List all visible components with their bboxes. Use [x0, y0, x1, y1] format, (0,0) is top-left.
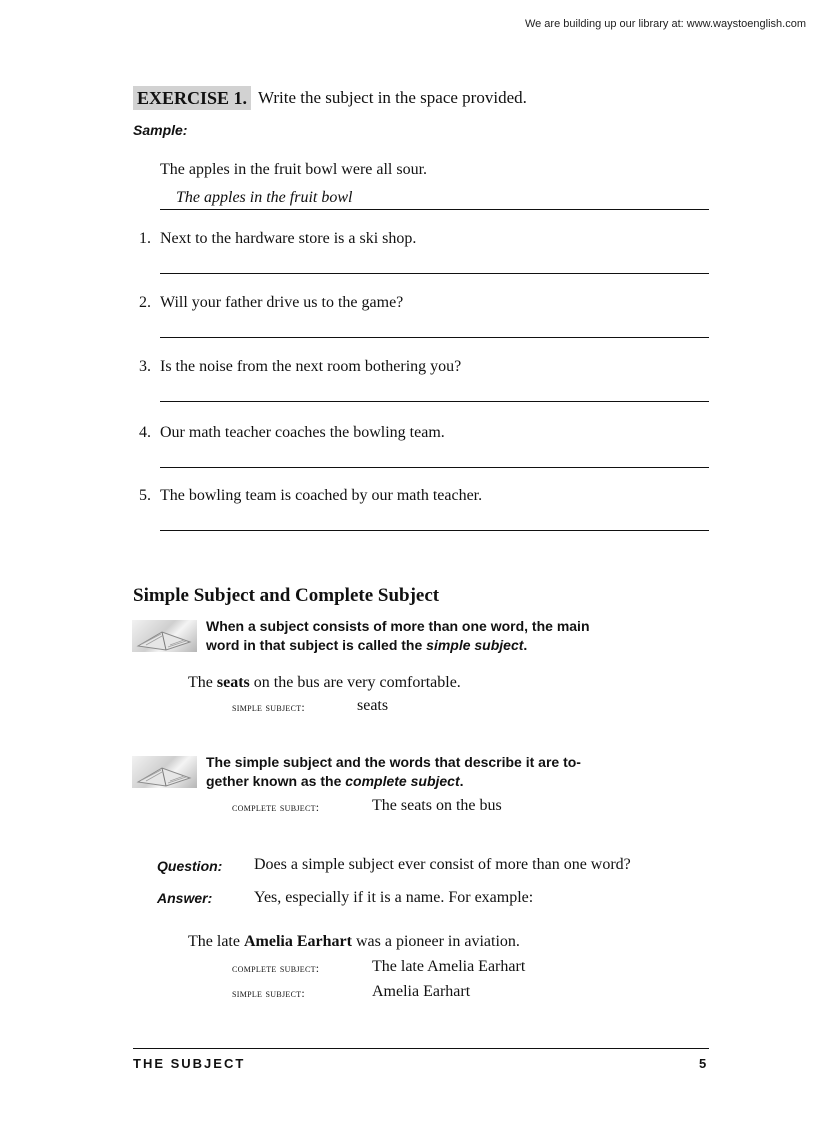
- question-number: 3.: [139, 358, 151, 375]
- page-number: 5: [699, 1056, 707, 1071]
- term-simple-subject: simple subject: [426, 637, 524, 653]
- simple-subject-label: simple subject:: [232, 986, 306, 1000]
- simple-subject-value: seats: [357, 697, 389, 714]
- footer-rule: [133, 1048, 709, 1049]
- complete-subject-value: The seats on the bus: [372, 797, 502, 814]
- answer-text: Yes, especially if it is a name. For example:: [254, 889, 534, 906]
- question-label: Question:: [157, 858, 223, 874]
- question-text: Is the noise from the next room bothering you?: [160, 358, 462, 375]
- question-text: Does a simple subject ever consist of more than one word?: [254, 856, 631, 873]
- rule-line: word in that subject is called the simple subject.: [206, 637, 528, 653]
- exercise-instruction: Write the subject in the space provided.: [258, 88, 527, 107]
- question-text: Our math teacher coaches the bowling team.: [160, 424, 445, 441]
- simple-subject-value: Amelia Earhart: [372, 983, 471, 1000]
- library-banner: We are building up our library at: www.waystoenglish.com: [524, 18, 806, 30]
- answer-line[interactable]: [160, 467, 709, 468]
- rule-line: When a subject consists of more than one word, the main: [206, 618, 590, 634]
- section-heading: Simple Subject and Complete Subject: [133, 585, 440, 606]
- sample-sentence: The apples in the fruit bowl were all sour.: [160, 161, 428, 178]
- answer-line[interactable]: [160, 530, 709, 531]
- question-text: Next to the hardware store is a ski shop.: [160, 230, 417, 247]
- sample-answer-line: [160, 209, 709, 210]
- question-number: 4.: [139, 424, 151, 441]
- rule-simple-subject: [206, 617, 590, 655]
- example-sentence: The late Amelia Earhart was a pioneer in aviation.: [188, 933, 520, 950]
- rule-line: The simple subject and the words that describe it are to-: [206, 754, 581, 770]
- highlighted-subject: Amelia Earhart: [243, 933, 352, 950]
- complete-subject-value: The late Amelia Earhart: [372, 958, 526, 975]
- example-sentence: The seats on the bus are very comfortable.: [188, 674, 461, 691]
- question-number: 5.: [139, 487, 151, 504]
- term-complete-subject: complete subject: [345, 773, 460, 789]
- sample-answer: The apples in the fruit bowl: [176, 189, 353, 206]
- rule-complete-subject: [206, 753, 581, 791]
- complete-subject-label: complete subject:: [232, 800, 320, 814]
- answer-line[interactable]: [160, 337, 709, 338]
- question-number: 2.: [139, 294, 151, 311]
- simple-subject-label: simple subject:: [232, 700, 306, 714]
- question-number: 1.: [139, 230, 151, 247]
- answer-line[interactable]: [160, 401, 709, 402]
- book-icon: [132, 620, 197, 652]
- answer-line[interactable]: [160, 273, 709, 274]
- question-text: The bowling team is coached by our math teacher.: [160, 487, 483, 504]
- complete-subject-label: complete subject:: [232, 961, 320, 975]
- sample-label: Sample:: [133, 122, 188, 138]
- question-text: Will your father drive us to the game?: [160, 294, 404, 311]
- rule-line: gether known as the complete subject.: [206, 773, 464, 789]
- book-icon: [132, 756, 197, 788]
- footer-chapter-title: THE SUBJECT: [133, 1056, 246, 1071]
- highlighted-subject: seats: [216, 674, 250, 691]
- exercise-label: EXERCISE 1.: [133, 86, 251, 110]
- answer-label: Answer:: [157, 890, 213, 906]
